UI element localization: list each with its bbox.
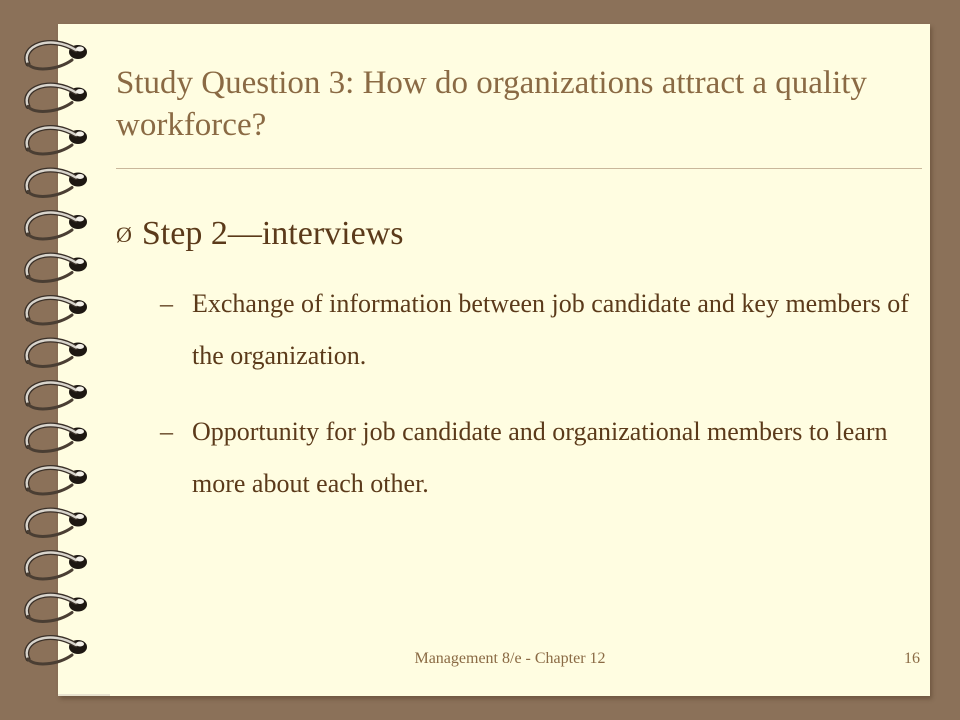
main-bullet [116,212,403,256]
sub-bullet-2 [160,406,912,510]
binding-ring [27,43,87,69]
binding-ring [27,255,87,281]
binding-ring [27,85,87,111]
binding-ring [27,170,87,196]
title-divider [116,168,922,169]
binding-ring [27,553,87,579]
dash-bullet-icon: – [160,289,173,318]
sub-bullet-text: Opportunity for job candidate and organizational members to learn more about each other. [192,417,888,498]
binding-ring [27,468,87,494]
binding-ring [27,638,87,664]
footer-text: Management 8/e - Chapter 12 [414,650,606,667]
binding-ring [27,425,87,451]
page-edge-mark [58,694,110,696]
binding-ring [27,383,87,409]
sub-bullet-text: Exchange of information between job candidate and key members of the organization. [192,289,909,370]
page-number: 16 [904,650,920,667]
sub-bullet-1 [160,278,912,382]
binding-ring [27,510,87,536]
binding-ring [27,298,87,324]
binding-ring [27,340,87,366]
dash-bullet-icon: – [160,417,173,446]
spiral-binding-rings-icon [0,30,110,700]
binding-ring [27,128,87,154]
binding-ring [27,213,87,239]
slide-title: Study Question 3: How do organizations attract a quality workforce? [116,65,867,143]
main-bullet-text: Step 2—interviews [141,215,404,252]
binding-ring [27,595,87,621]
arrow-bullet-icon: Ø [116,222,132,247]
